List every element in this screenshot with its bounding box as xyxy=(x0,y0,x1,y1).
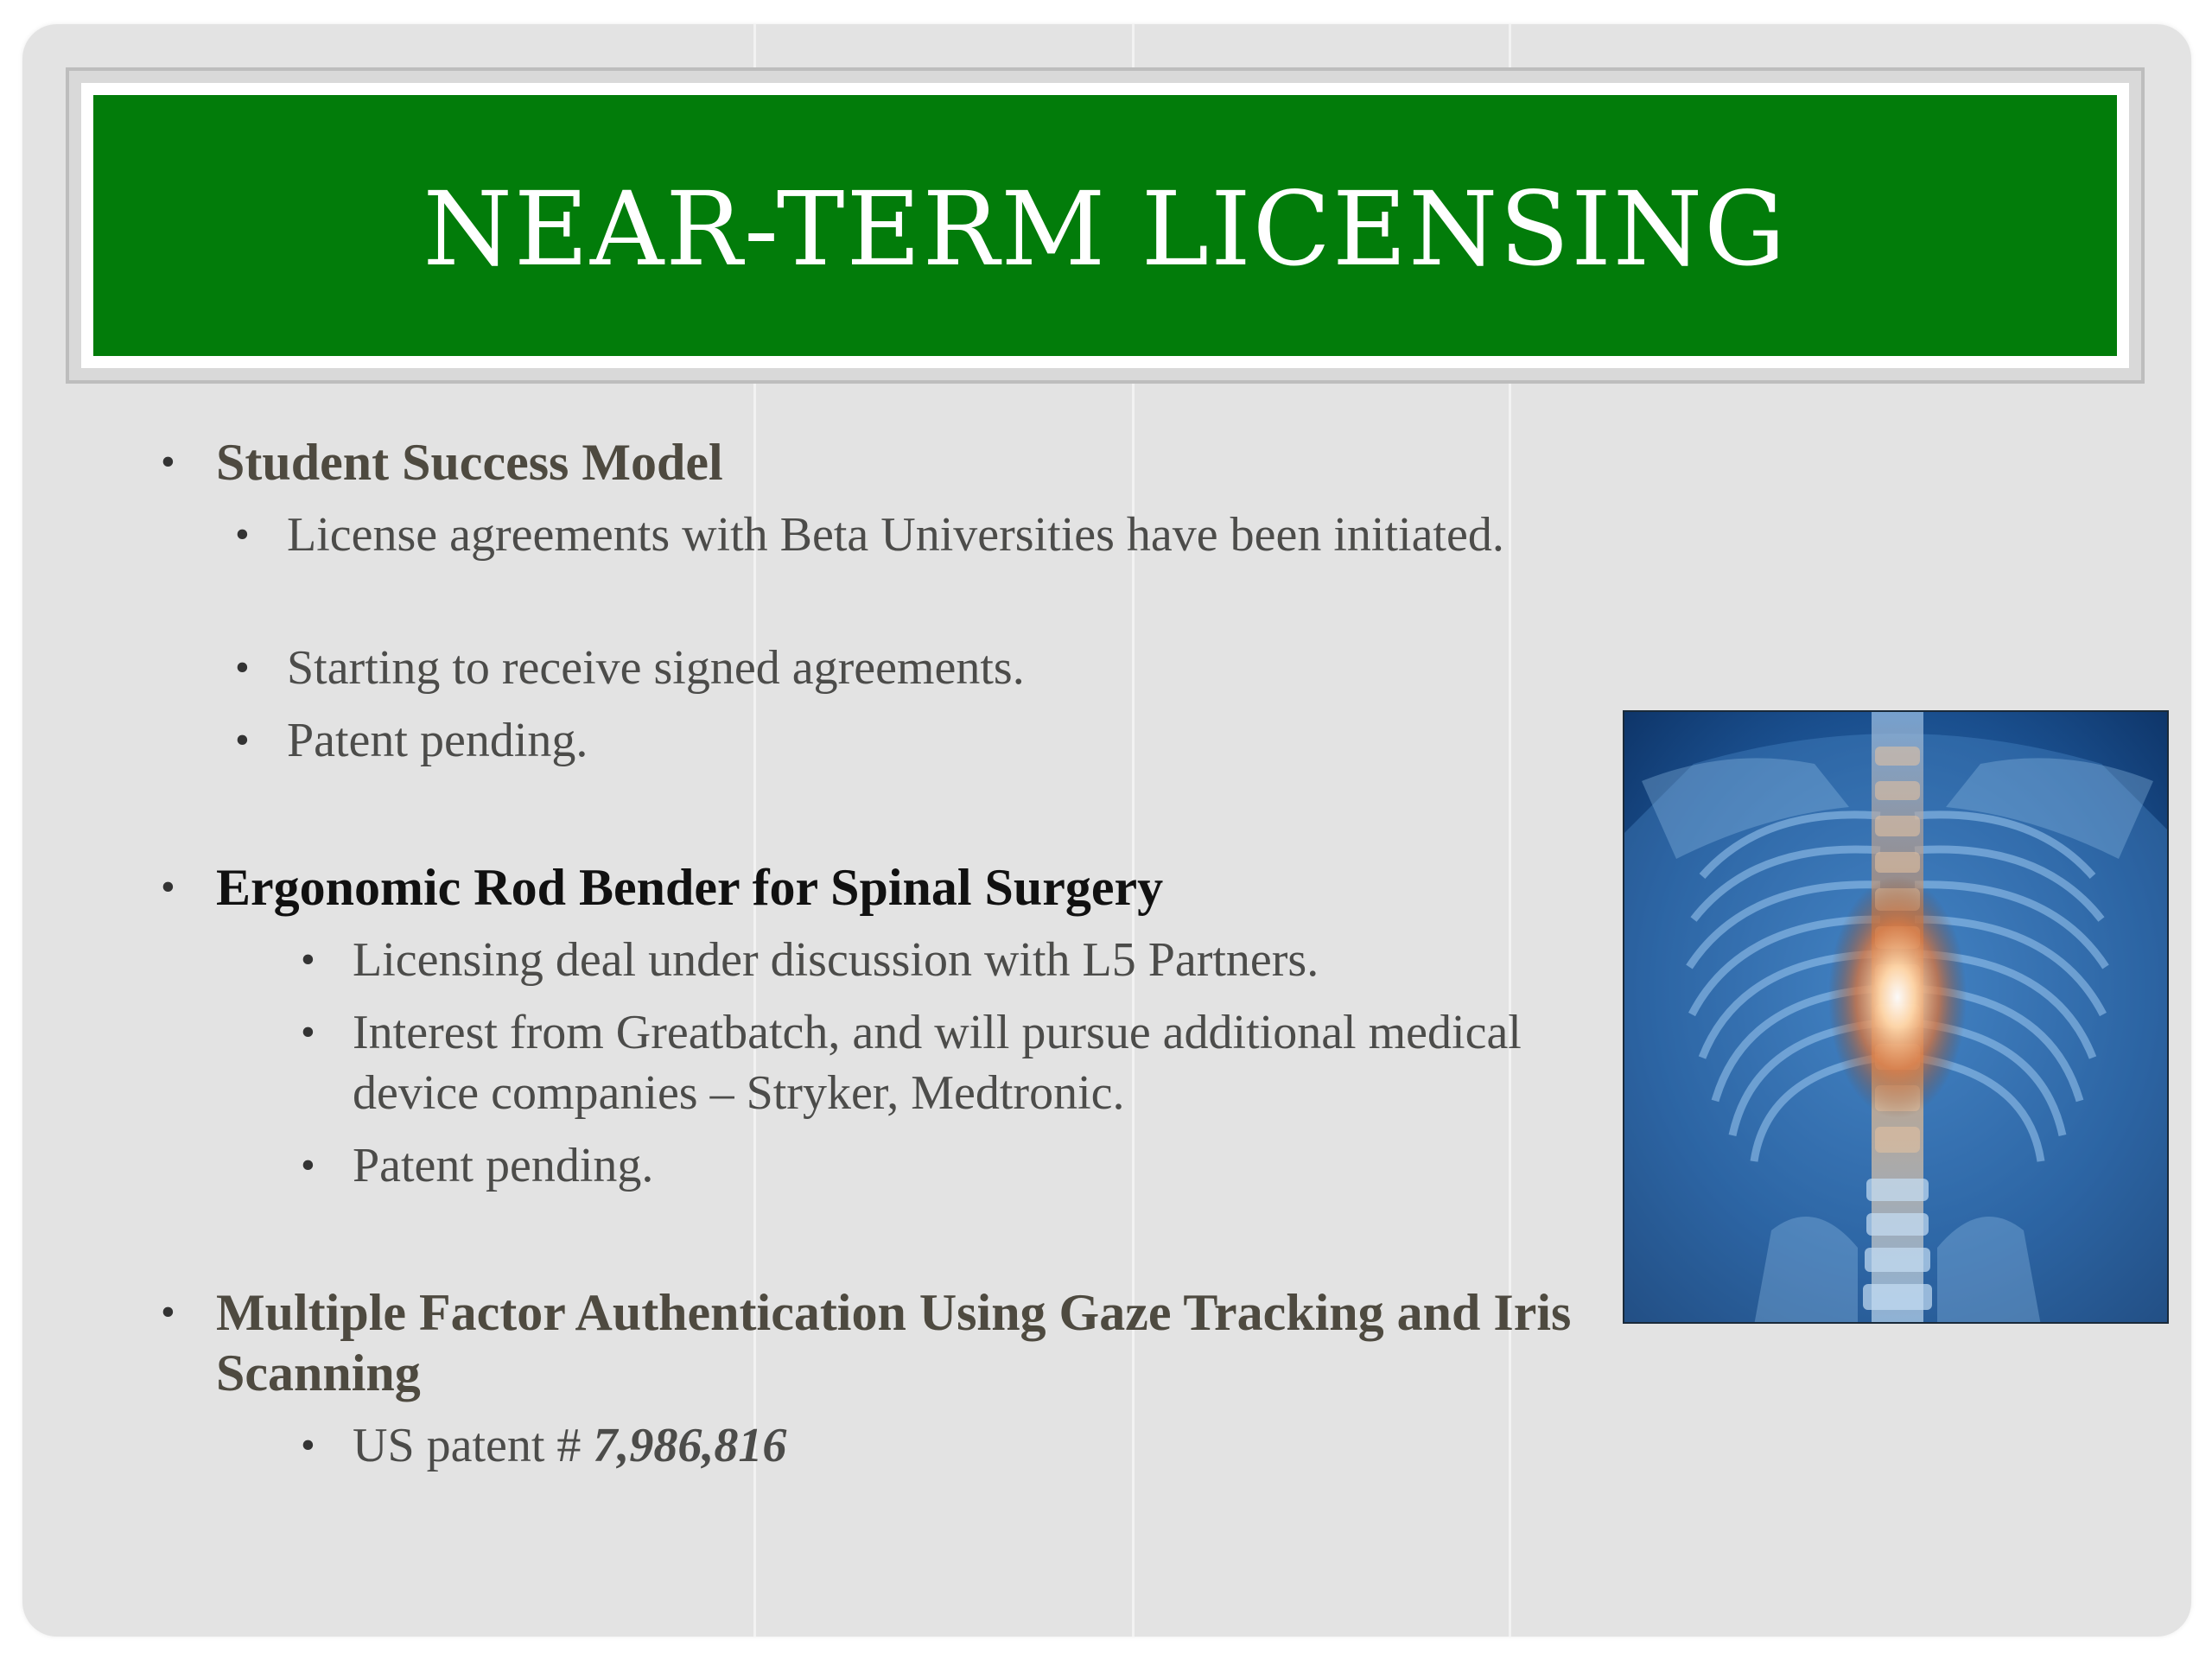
section-heading: • Ergonomic Rod Bender for Spinal Surgery xyxy=(161,859,1164,916)
list-item: • Interest from Greatbatch, and will pursue additional medical device companies – Stryker, Medtronic. xyxy=(353,1002,1588,1123)
section-heading: • Student Success Model xyxy=(161,434,723,491)
list-item: • Patent pending. xyxy=(287,710,1566,771)
spine-xray-image xyxy=(1623,710,2169,1324)
bullet-icon: • xyxy=(161,439,175,485)
bullet-icon: • xyxy=(161,1289,175,1335)
bullet-list xyxy=(22,24,1630,1637)
list-item: • License agreements with Beta Universities have been initiated. xyxy=(287,505,1566,565)
bullet-icon: • xyxy=(235,512,250,557)
bullet-icon: • xyxy=(301,1422,315,1468)
bullet-icon: • xyxy=(301,1142,315,1188)
bullet-icon: • xyxy=(235,717,250,763)
bullet-icon: • xyxy=(235,645,250,690)
bullet-icon: • xyxy=(301,937,315,982)
list-item: • Starting to receive signed agreements. xyxy=(287,638,1566,698)
patent-label: US patent # xyxy=(353,1419,594,1472)
section-heading: • Multiple Factor Authentication Using Gaze Tracking and Iris Scanning xyxy=(161,1284,1572,1402)
patent-number: 7,986,816 xyxy=(593,1419,787,1472)
list-item xyxy=(301,1415,1588,1476)
bullet-icon: • xyxy=(161,864,175,910)
list-item: • Patent pending. xyxy=(353,1135,1588,1196)
slide-title: NEAR-TERM LICENSING xyxy=(423,169,1788,289)
list-item: • Licensing deal under discussion with L5 Partners. xyxy=(353,930,1588,990)
bullet-icon: • xyxy=(301,1009,315,1055)
slide xyxy=(22,24,2191,1637)
